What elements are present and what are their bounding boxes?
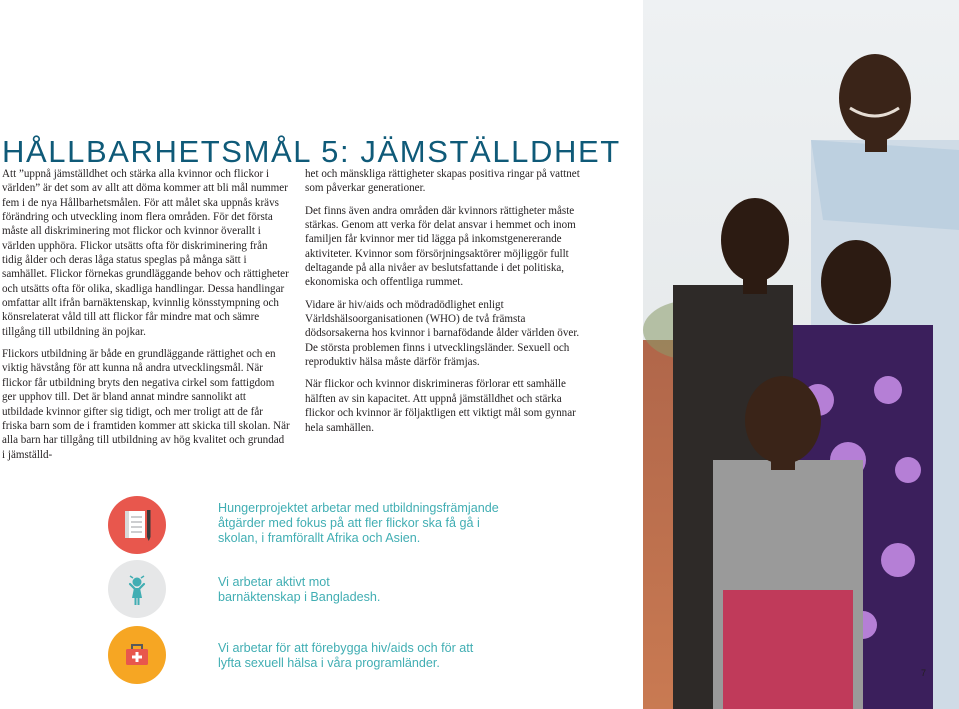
page-number: 7 (921, 668, 927, 678)
notebook-icon (108, 496, 166, 554)
feature-line: skolan, i framförallt Afrika och Asien. (218, 531, 421, 546)
feature-child-marriage (108, 560, 638, 620)
feature-line: åtgärder med fokus på att fler flickor ska få gå i (218, 516, 480, 531)
girl-icon (108, 560, 166, 618)
photo-children (643, 0, 959, 709)
feature-hiv-prevention (108, 626, 638, 686)
paragraph: Att ”uppnå jämställdhet och stärka alla kvinnor och flickor i världen” är det som av allt att döma kommer att bli mål nummer fem i de nya Hållbarhetsmålen. För att målet ska uppnås krävs förändring och utveckling inom flera områden. För det första måste all diskriminering mot flickor och kvinnor överallt i världen upphöra. Flickor utsätts ofta för diskriminering från tidig ålder och deras låga status speglas på många sätt i samhället. Flickor förnekas grundläggande behov och rättigheter och utsätts ofta för olika, skadliga handlingar. Dessa handlingar omfattar allt ifrån barnäktenskap, kvinnlig könsstympning och könsrelaterat våld till att flickor får mindre mat och sämre tillgång till utbildning än pojkar. (2, 168, 289, 338)
feature-text (218, 641, 548, 671)
paragraph: Flickors utbildning är både en grundläggande rättighet och en viktig hävstång för att kunna nå andra utvecklingsmål. När flickor får utbildning bryts den negativa cirkel som fattigdom ger upphov till. Det är bland annat mindre sannolikt att utbildade kvinnor gifter sig tidigt, och mer troligt att de får friska barn som de i framtiden kommer att skicka till skolan. När alla barn har tillgång till utbildning av hög kvalitet och grundad i jämställd- (2, 348, 290, 461)
page-title: HÅLLBARHETSMÅL 5: JÄMSTÄLLDHET (2, 133, 621, 169)
feature-line: barnäktenskap i Bangladesh. (218, 590, 381, 605)
paragraph: Vidare är hiv/aids och mödradödlighet enligt Världshälsoorganisationen (WHO) de två främsta dödsorsakerna hos kvinnor i barnafödande ålder världen över. De största problemen finns i utvecklingsländer. Sexuell och reproduktiv hälsa måste därför främjas. (305, 298, 580, 369)
text-column-left (2, 167, 290, 470)
feature-line: Vi arbetar aktivt mot (218, 575, 330, 589)
feature-text (218, 575, 548, 605)
feature-education (108, 496, 638, 556)
feature-line: Vi arbetar för att förebygga hiv/aids och för att (218, 641, 474, 655)
medical-kit-icon (108, 626, 166, 684)
text-column-right (305, 167, 591, 443)
feature-text (218, 501, 548, 547)
paragraph: het och mänskliga rättigheter skapas positiva ringar på vattnet som påverkar generationer. (305, 168, 580, 195)
paragraph: När flickor och kvinnor diskrimineras förlorar ett samhälle hälften av sin kapacitet. Att uppnå jämställdhet och stärka flickor och kvinnor är följaktligen ett viktigt mål som gynnar hela samhällen. (305, 378, 576, 434)
paragraph: Det finns även andra områden där kvinnors rättigheter måste stärkas. Genom att verka för delat ansvar i hemmet och inom familjen får kvinnor mer tid lägga på inkomstgenererande aktiviteter. Kvinnor som försörjningsaktörer möjliggör fullt deltagande på alla nivåer av beslutsfattande i det politiska, ekonomiska och offentliga rummet. (305, 204, 576, 289)
feature-line: Hungerprojektet arbetar med utbildningsfrämjande (218, 501, 499, 515)
feature-line: lyfta sexuell hälsa i våra programländer. (218, 656, 440, 671)
